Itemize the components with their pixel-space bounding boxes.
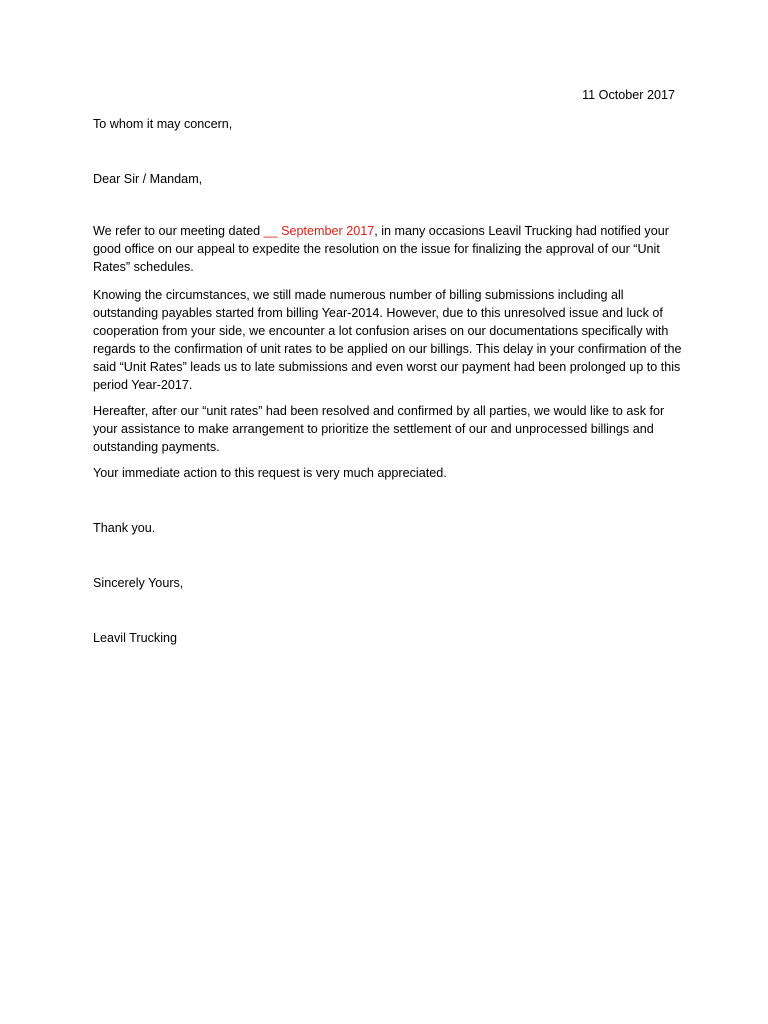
paragraph-request-assistance: Hereafter, after our “unit rates” had been resolved and confirmed by all parties, we would like to ask for your assistance to make arrangement to prioritize the settlement of our and unprocessed billings and outstanding payments. bbox=[93, 404, 665, 454]
recipient-line: To whom it may concern, bbox=[93, 117, 233, 131]
thanks-line: Thank you. bbox=[93, 521, 156, 535]
signature-name: Leavil Trucking bbox=[93, 631, 177, 645]
closing-line: Sincerely Yours, bbox=[93, 576, 184, 590]
greeting: Dear Sir / Mandam, bbox=[93, 172, 203, 186]
meeting-date-highlight: __ September 2017 bbox=[263, 224, 375, 238]
paragraph-billing-circumstances: Knowing the circumstances, we still made numerous number of billing submissions including all outstanding payables started from billing Year-2014. However, due to this unresolved issue and luck of cooperation from your side, we encounter a lot confusion arises on our documentations specifically with regards to the confirmation of unit rates to be applied on our billings. This delay in your confirmation of the said “Unit Rates” leads us to late submissions and even worst our payment had been prolonged up to this period Year-2017. bbox=[93, 288, 682, 392]
paragraph-1-before: We refer to our meeting dated bbox=[93, 224, 264, 238]
paragraph-meeting-reference bbox=[93, 222, 683, 276]
paragraph-immediate-action: Your immediate action to this request is very much appreciated. bbox=[93, 466, 447, 480]
letter-date: 11 October 2017 bbox=[582, 88, 675, 102]
paragraph-1-after: , in many occasions Leavil Trucking had notified your good office on our appeal to expedite the resolution on the issue for finalizing the approval of our “Unit Rates” schedules. bbox=[93, 224, 669, 274]
